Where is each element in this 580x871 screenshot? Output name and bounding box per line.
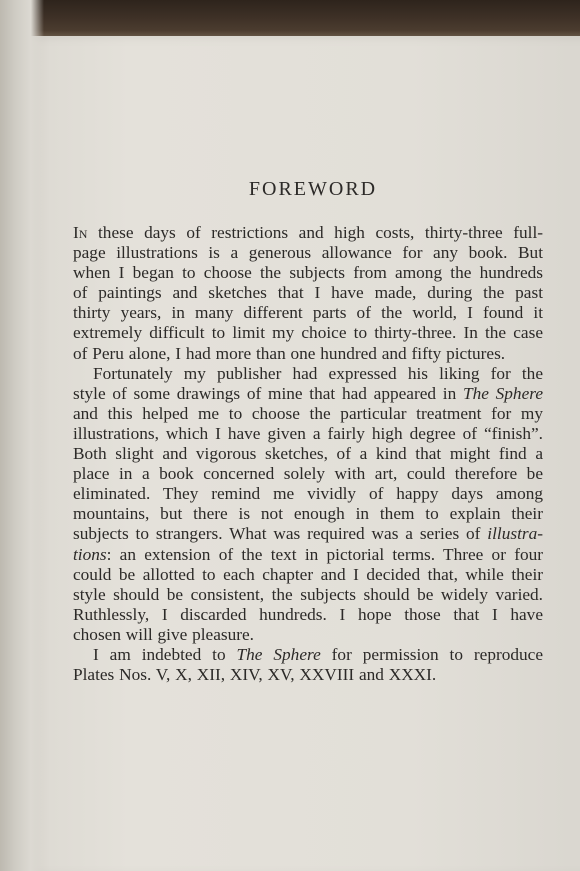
- text-run: of paintings and sketches that I have made, during the past: [73, 283, 543, 303]
- text-run: could be allotted to each chapter and I decided that, while their: [73, 564, 543, 584]
- text-line: [73, 665, 543, 685]
- text-run: extremely difficult to limit my choice to thirty-three. In the case: [73, 323, 543, 343]
- italic-text: The Sphere: [236, 644, 321, 664]
- text-line: [73, 384, 543, 404]
- text-line: [73, 504, 543, 524]
- text-line: [73, 323, 543, 343]
- text-line: [73, 524, 543, 544]
- text-line: [73, 444, 543, 464]
- text-run: these days of restrictions and high costs, thirty-three full-: [87, 223, 543, 242]
- italic-text: illustra-: [487, 524, 543, 544]
- text-run: Fortunately my publisher had expressed his liking for the: [93, 363, 543, 383]
- text-run: style of some drawings of mine that had appeared in: [73, 383, 463, 403]
- page-title: FOREWORD: [248, 178, 378, 200]
- text-line: [73, 303, 543, 323]
- text-run: chosen will give pleasure.: [73, 624, 254, 644]
- text-run: : an extension of the text in pictorial terms. Three or four: [106, 544, 543, 564]
- text-line: [73, 484, 543, 504]
- text-run: mountains, but there is not enough in them to explain their: [73, 504, 543, 524]
- text-line: [73, 605, 543, 625]
- paragraph: [73, 223, 543, 364]
- text-line: [73, 545, 543, 565]
- text-run: when I began to choose the subjects from among the hundreds: [73, 263, 543, 283]
- text-run: subjects to strangers. What was required was a series of: [73, 524, 488, 544]
- text-run: eliminated. They remind me vividly of happy days among: [73, 484, 543, 504]
- text-line: [73, 243, 543, 263]
- small-caps-text: In: [73, 223, 88, 242]
- text-run: and this helped me to choose the particular treatment for my: [73, 403, 543, 423]
- paragraph: [73, 364, 543, 645]
- text-line: [73, 364, 543, 384]
- text-line: [73, 263, 543, 283]
- paragraph: [73, 645, 543, 685]
- text-line: [73, 404, 543, 424]
- text-line: [73, 223, 543, 243]
- text-run: Both slight and vigorous sketches, of a kind that might find a: [73, 444, 543, 464]
- text-run: place in a book concerned solely with art, could therefore be: [73, 464, 543, 484]
- text-run: for permission to reproduce: [320, 644, 543, 664]
- text-line: [73, 283, 543, 303]
- text-line: [73, 464, 543, 484]
- text-line: [73, 645, 543, 665]
- text-run: Ruthlessly, I discarded hundreds. I hope those that I have: [73, 604, 543, 624]
- text-line: [73, 625, 543, 645]
- table-background: [0, 0, 580, 38]
- text-run: page illustrations is a generous allowance for any book. But: [73, 243, 543, 263]
- text-run: style should be consistent, the subjects should be widely varied.: [73, 584, 543, 604]
- text-line: [73, 344, 543, 364]
- text-run: of Peru alone, I had more than one hundred and fifty pictures.: [73, 343, 506, 363]
- text-line: [73, 585, 543, 605]
- text-run: Plates Nos. V, X, XII, XIV, XV, XXVIII and XXXI.: [73, 665, 437, 685]
- text-line: [73, 424, 543, 444]
- foreword-body: [73, 223, 543, 685]
- text-run: illustrations, which I have given a fairly high degree of “finish”.: [73, 423, 543, 443]
- text-line: [73, 565, 543, 585]
- text-run: thirty years, in many different parts of the world, I found it: [73, 303, 543, 323]
- spine-shadow: [0, 0, 44, 871]
- italic-text: The Sphere: [462, 383, 544, 403]
- italic-text: tions: [73, 544, 107, 564]
- page-content: [73, 178, 543, 685]
- text-run: I am indebted to: [93, 644, 237, 664]
